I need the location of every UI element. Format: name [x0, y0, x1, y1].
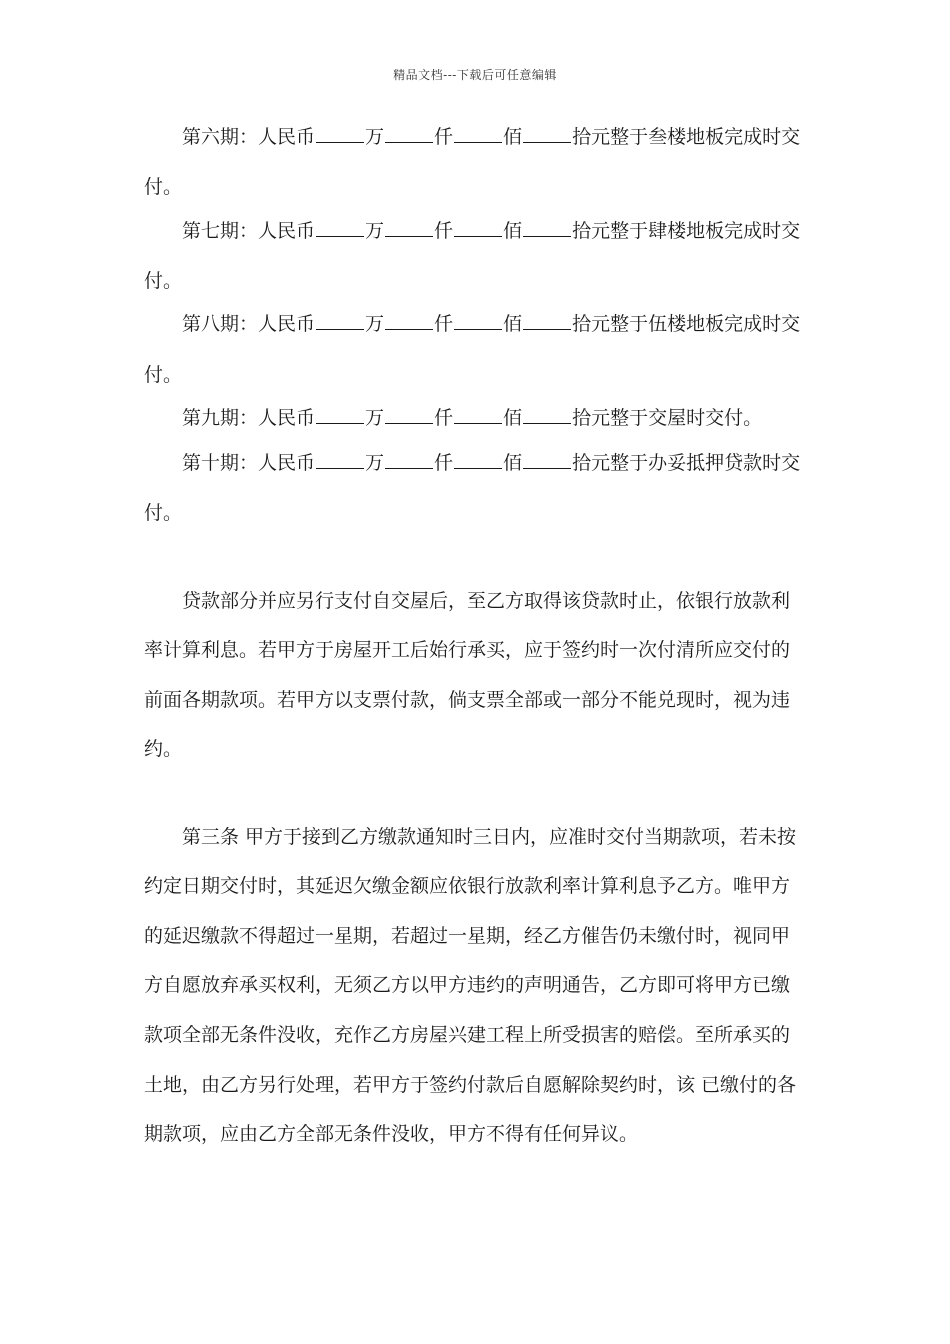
payment-cont-8: 付。	[144, 364, 183, 386]
payment-cont-6: 付。	[144, 176, 183, 198]
payment-label: 第七期：人民币	[182, 220, 316, 242]
payment-label: 第十期：人民币	[182, 452, 316, 474]
payment-line-9	[182, 406, 762, 430]
unit-qian: 仟	[434, 452, 454, 474]
unit-wan: 万	[365, 220, 385, 242]
unit-qian: 仟	[434, 126, 454, 148]
unit-bai: 佰	[503, 126, 523, 148]
unit-wan: 万	[365, 452, 385, 474]
blank-field	[454, 313, 502, 330]
unit-bai: 佰	[503, 452, 523, 474]
blank-field	[316, 313, 364, 330]
article3-line: 期款项，应由乙方全部无条件没收，甲方不得有任何异议。	[144, 1123, 639, 1145]
unit-qian: 仟	[434, 407, 454, 429]
payment-line-8	[182, 312, 800, 336]
blank-field	[316, 220, 364, 237]
unit-wan: 万	[365, 407, 385, 429]
payment-tail: 拾元整于肆楼地板完成时交	[572, 220, 801, 242]
blank-field	[385, 313, 433, 330]
unit-wan: 万	[365, 313, 385, 335]
unit-qian: 仟	[434, 220, 454, 242]
blank-field	[523, 452, 571, 469]
blank-field	[454, 126, 502, 143]
loan-paragraph-line: 率计算利息。若甲方于房屋开工后始行承买，应于签约时一次付清所应交付的	[144, 639, 791, 661]
unit-bai: 佰	[503, 407, 523, 429]
loan-paragraph-line: 贷款部分并应另行支付自交屋后，至乙方取得该贷款时止，依银行放款利	[182, 590, 791, 612]
blank-field	[454, 220, 502, 237]
unit-wan: 万	[365, 126, 385, 148]
blank-field	[454, 452, 502, 469]
article3-line: 约定日期交付时，其延迟欠缴金额应依银行放款利率计算利息予乙方。唯甲方	[144, 875, 791, 897]
blank-field	[385, 407, 433, 424]
article3-line: 款项全部无条件没收，充作乙方房屋兴建工程上所受损害的赔偿。至所承买的	[144, 1024, 791, 1046]
blank-field	[316, 407, 364, 424]
unit-qian: 仟	[434, 313, 454, 335]
article3-line: 的延迟缴款不得超过一星期，若超过一星期，经乙方催告仍未缴付时，视同甲	[144, 925, 791, 947]
payment-line-6	[182, 125, 800, 149]
payment-label: 第六期：人民币	[182, 126, 316, 148]
blank-field	[385, 220, 433, 237]
payment-tail: 拾元整于办妥抵押贷款时交	[572, 452, 801, 474]
blank-field	[454, 407, 502, 424]
blank-field	[316, 126, 364, 143]
payment-tail: 拾元整于叁楼地板完成时交	[572, 126, 801, 148]
blank-field	[385, 126, 433, 143]
article3-line: 土地，由乙方另行处理，若甲方于签约付款后自愿解除契约时，该 已缴付的各	[144, 1074, 797, 1096]
blank-field	[316, 452, 364, 469]
article3-line: 方自愿放弃承买权利，无须乙方以甲方违约的声明通告，乙方即可将甲方已缴	[144, 974, 791, 996]
loan-paragraph-line: 前面各期款项。若甲方以支票付款，倘支票全部或一部分不能兑现时，视为违	[144, 689, 791, 711]
unit-bai: 佰	[503, 313, 523, 335]
blank-field	[523, 407, 571, 424]
payment-cont-10: 付。	[144, 502, 183, 524]
payment-tail: 拾元整于交屋时交付。	[572, 407, 763, 429]
blank-field	[523, 313, 571, 330]
blank-field	[523, 220, 571, 237]
article3-line: 第三条 甲方于接到乙方缴款通知时三日内，应准时交付当期款项，若未按	[182, 826, 797, 848]
unit-bai: 佰	[503, 220, 523, 242]
payment-line-7	[182, 219, 800, 243]
payment-line-10	[182, 451, 800, 475]
blank-field	[523, 126, 571, 143]
payment-label: 第九期：人民币	[182, 407, 316, 429]
page-header: 精品文档---下载后可任意编辑	[393, 68, 557, 82]
payment-cont-7: 付。	[144, 270, 183, 292]
payment-tail: 拾元整于伍楼地板完成时交	[572, 313, 801, 335]
loan-paragraph-line: 约。	[144, 738, 183, 760]
payment-label: 第八期：人民币	[182, 313, 316, 335]
blank-field	[385, 452, 433, 469]
